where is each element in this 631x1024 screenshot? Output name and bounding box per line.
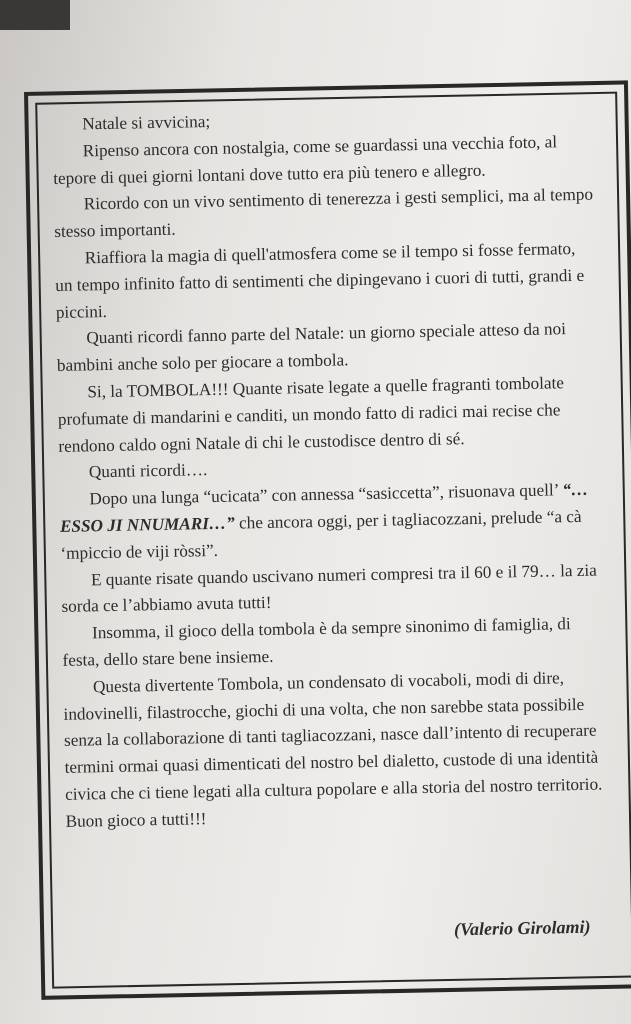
paragraph: Riaffiora la magia di quell'atmosfera come se il tempo si fosse fermato, un tempo infinito fatto di sentimenti che dipingevano i cuori di tutti, grandi e piccini. [55, 238, 585, 322]
paragraph: Ricordo con un vivo sentimento di tenerezza i gesti semplici, ma al tempo stesso importanti. [54, 185, 594, 242]
paragraph: Questa divertente Tombola, un condensato di vocaboli, modi di dire, indovinelli, filastrocche, giochi di una volta, che non sarebbe stata possibile senza la collaborazione di tanti tagliacozzani, nasce dall’intento di recuperare termini ormai quasi dimenticati del nostro bel dialetto, custode di una identità civica che ci tiene legati alla cultura popolare e alla storia del nostro territorio. Buon gioco a tutti!!! [63, 668, 603, 831]
background-object [0, 0, 70, 30]
paragraph-start: Dopo una lunga “ucicata” con annessa “sasiccetta”, risuonava quell’ [89, 480, 559, 509]
body-text [52, 102, 606, 836]
paragraph: Si, la TOMBOLA!!! Quante risate legate a quelle fragranti tombolate profumate di mandarini e canditi, un mondo fatto di radici mai recise che rendono caldo ogni Natale di chi le custodisce dentro di sé. [57, 373, 565, 456]
paragraph: Natale si avvicina; [82, 111, 211, 134]
paragraph: Quanti ricordi fanno parte del Natale: un giorno speciale atteso da noi bambini anche solo per giocare a tombola. [56, 319, 567, 376]
author-signature: (Valerio Girolami) [454, 916, 592, 940]
dialect-quote: “…ESSO JI NNUMARI…” [59, 479, 589, 536]
paragraph: Ripenso ancora con nostalgia, come se guardassi una vecchia foto, al tepore di quei giorni lontani dove tutto era più tenero e allegro. [53, 132, 558, 188]
paragraph: Insomma, il gioco della tombola è da sempre sinonimo di famiglia, di festa, dello stare bene insieme. [62, 614, 571, 670]
paragraph: E quante risate quando uscivano numeri compresi tra il 60 e il 79… la zia sorda ce l’abbiamo avuta tutti! [61, 560, 598, 617]
paragraph: Quanti ricordi…. [88, 460, 208, 482]
paragraph-with-quote [59, 477, 600, 568]
paragraph-end: che ancora oggi, per i tagliacozzani, prelude “a cà ‘mpiccio de viji ròssi”. [60, 506, 582, 563]
